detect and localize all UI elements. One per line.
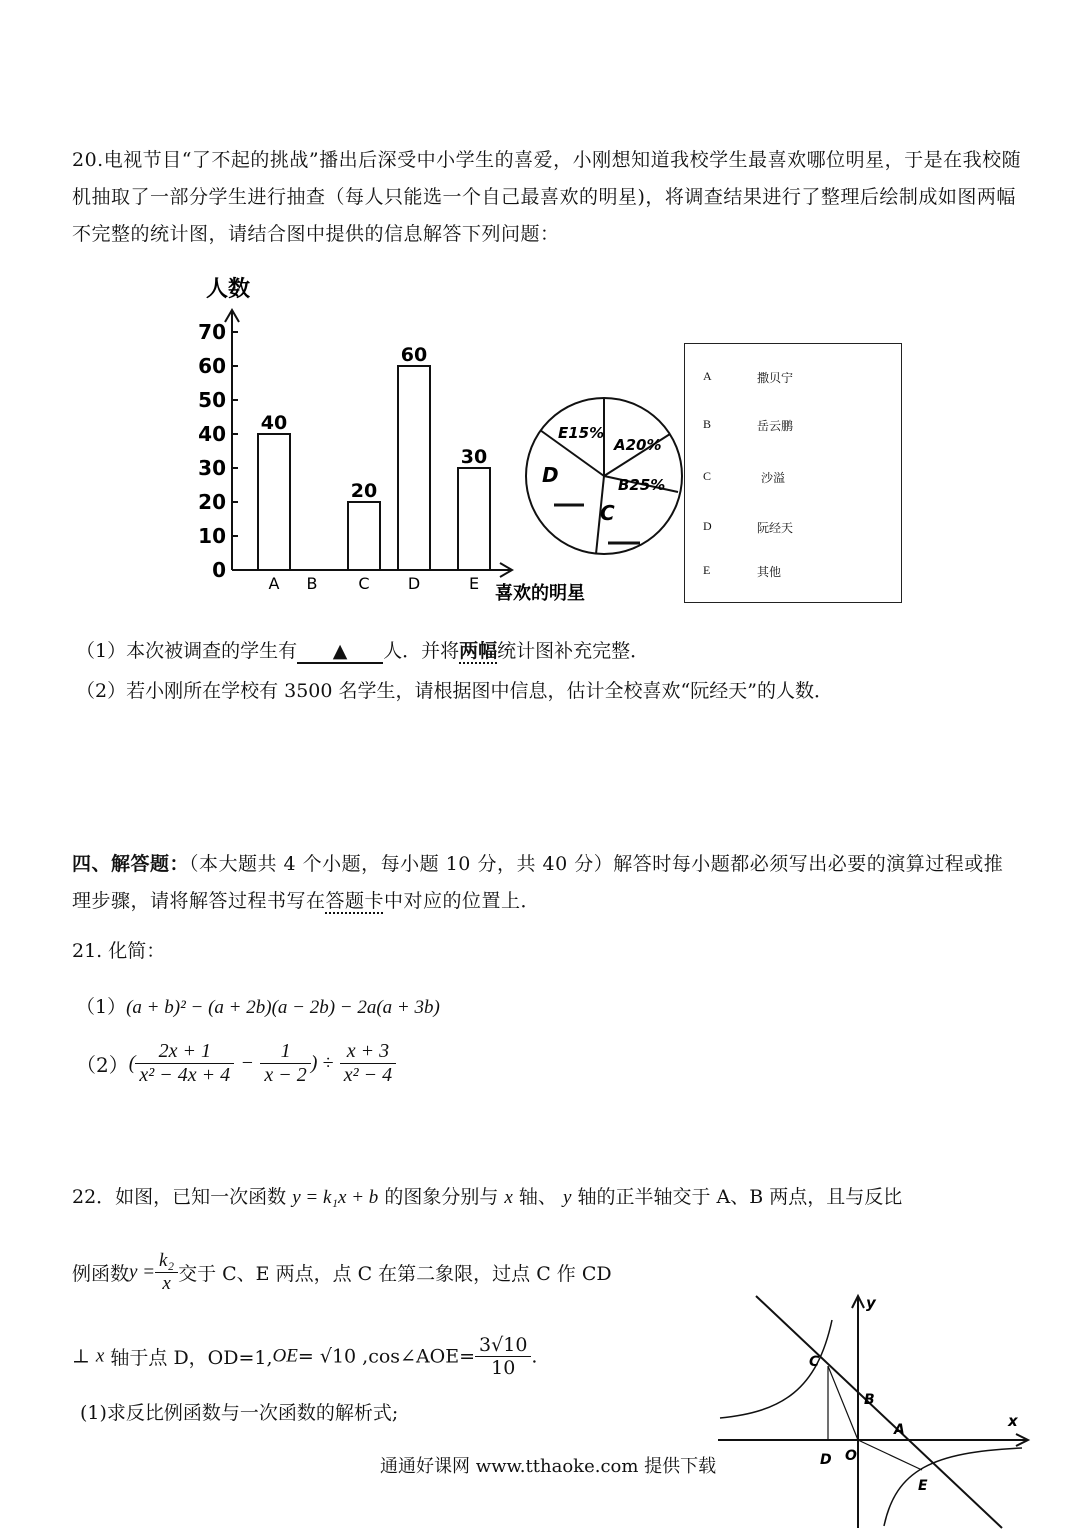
legend-name: 阮经天 <box>757 521 794 535</box>
fraction-numerator: 2x + 1 <box>135 1040 234 1064</box>
y-tick-label: 70 <box>198 320 226 344</box>
x-category-label: A <box>268 574 280 593</box>
y-tick-label: 60 <box>198 354 226 378</box>
function-graph <box>712 1290 1032 1530</box>
q22-text: 轴、 <box>518 1186 557 1208</box>
graph-label-x: x <box>1008 1412 1018 1430</box>
q22-var: y <box>562 1187 572 1208</box>
pie-label-c: C <box>600 501 615 525</box>
q21-part1 <box>76 992 440 1019</box>
fraction-denominator: x <box>162 1273 171 1294</box>
q20-part1-a: （1）本次被调查的学生有 <box>76 640 298 662</box>
y-tick-label: 10 <box>198 524 226 548</box>
q22-text: 22．如图，已知一次函数 <box>72 1186 287 1208</box>
y-tick-label: 30 <box>198 456 226 480</box>
q22-text: 轴于点 D，OD=1, <box>110 1347 273 1369</box>
legend-box <box>684 343 902 603</box>
q20-text: 20.电视节目“了不起的挑战”播出后深受中小学生的喜爱，小刚想知道我校学生最喜欢哪位明星，于是在我校随机抽取了一部分学生进行抽查（每人只能选一个自己最喜欢的明星)，将调查结果进行了整理后绘制成如图两幅不完整的统计图，请结合图中提供的信息解答下列问题： <box>72 149 1022 245</box>
pie-label-d: D <box>542 463 559 487</box>
q20-part2: （2）若小刚所在学校有 3500 名学生，请根据图中信息，估计全校喜欢“阮经天”的人数． <box>76 680 833 702</box>
q22-text: 例函数 <box>72 1263 130 1285</box>
graph-label-c: C <box>809 1354 820 1370</box>
minus-sign: − <box>240 1052 255 1074</box>
hyperbola-branch-right <box>884 1448 1022 1526</box>
y-tick-label: 0 <box>212 558 226 582</box>
legend-name: 岳云鹏 <box>757 419 794 433</box>
bar-chart-ylabel: 人数 <box>206 277 251 302</box>
graph-label-b: B <box>864 1392 875 1408</box>
q22-text: = √10 ,cos∠AOE= <box>297 1345 476 1368</box>
bar-data-label: 30 <box>460 446 488 468</box>
q22-part1: (1)求反比例函数与一次函数的解析式; <box>80 1402 399 1424</box>
answer-blank: ▲ <box>297 640 383 664</box>
graph-label-y: y <box>866 1294 876 1312</box>
legend-letter: C <box>703 469 712 483</box>
q21-part2-open: ( <box>128 1052 136 1074</box>
legend-name: 撒贝宁 <box>757 371 794 385</box>
bar-c <box>348 502 380 570</box>
graph-label-o: O <box>845 1448 857 1464</box>
q22-text: ⊥ <box>72 1345 90 1368</box>
q22-line2 <box>72 1250 612 1295</box>
q21-part2 <box>76 1040 396 1087</box>
fraction <box>155 1250 178 1295</box>
q20-part1-emph: 两幅 <box>459 640 498 662</box>
fraction-numerator: 3√10 <box>475 1334 531 1357</box>
graph-label-d: D <box>820 1452 832 1468</box>
fraction-denominator: x² − 4 <box>343 1064 393 1086</box>
pie-label-a: A20% <box>614 436 662 454</box>
section4 <box>72 846 1022 920</box>
legend-letter: A <box>703 369 712 383</box>
section4-heading: 四、解答题： <box>72 853 190 875</box>
linear-function-line <box>756 1296 1002 1528</box>
q22-var: OE <box>272 1345 298 1367</box>
q20-part1-c: 统计图补充完整． <box>497 640 650 662</box>
bar-data-label: 20 <box>350 480 378 502</box>
q20-part1 <box>76 636 649 664</box>
q21-part1-expr: (a + b)² − (a + 2b)(a − 2b) − 2a(a + 3b) <box>126 997 440 1018</box>
bar-a <box>258 434 290 570</box>
fraction <box>260 1040 310 1087</box>
y-tick-label: 50 <box>198 388 226 412</box>
fraction-denominator: x² − 4x + 4 <box>139 1064 231 1086</box>
y-tick-label: 40 <box>198 422 226 446</box>
pie-label-e: E15% <box>558 424 605 442</box>
fraction-denominator: x − 2 <box>264 1064 307 1086</box>
legend-letter: E <box>703 563 711 577</box>
fraction <box>475 1334 531 1379</box>
fraction <box>135 1040 234 1087</box>
fraction-numerator: k₂ <box>155 1250 178 1273</box>
footer: 通通好课网 www.tthaoke.com 提供下载 <box>380 1456 717 1477</box>
x-category-label: C <box>358 574 370 593</box>
fraction-numerator: x + 3 <box>340 1040 396 1064</box>
q22-var: y = <box>129 1261 156 1283</box>
q22-var: x <box>95 1345 105 1367</box>
q22-text: 轴的正半轴交于 A、B 两点，且与反比 <box>577 1186 903 1208</box>
q22-line1 <box>72 1182 902 1209</box>
fraction-denominator: 10 <box>491 1357 516 1379</box>
bar-data-label: 40 <box>260 412 288 434</box>
q21-part2-close: ) ÷ <box>310 1052 334 1074</box>
legend-name: 其他 <box>757 565 782 579</box>
q21-part1-label: （1） <box>76 996 127 1018</box>
pie-label-b: B25% <box>618 476 666 494</box>
q22-line3 <box>72 1334 537 1379</box>
x-category-label: D <box>407 574 421 593</box>
y-tick-label: 20 <box>198 490 226 514</box>
section4-emph: 答题卡 <box>325 890 385 912</box>
q22-text: 的图象分别与 <box>384 1186 499 1208</box>
bar-e <box>458 468 490 570</box>
legend-letter: B <box>703 417 712 431</box>
fraction-numerator: 1 <box>260 1040 310 1064</box>
q22-var: x <box>504 1187 513 1208</box>
bar-d <box>398 366 430 570</box>
graph-label-e: E <box>918 1478 928 1494</box>
section4-text-end: 中对应的位置上． <box>384 890 541 912</box>
q22-linear-function: y = k₁x + b <box>292 1187 379 1208</box>
bar-chart-xlabel: 喜欢的明星 <box>495 583 585 604</box>
legend-letter: D <box>703 519 712 533</box>
pie-chart <box>520 390 690 570</box>
bar-data-label: 60 <box>400 344 428 366</box>
fraction <box>340 1040 396 1087</box>
q20-part1-b: 人．并将 <box>383 640 460 662</box>
q22-text: 交于 C、E 两点，点 C 在第二象限，过点 C 作 CD <box>178 1263 612 1285</box>
q22-text: . <box>531 1345 538 1368</box>
x-category-label: B <box>306 574 318 593</box>
legend-name: 沙溢 <box>761 471 786 485</box>
x-category-label: E <box>468 574 480 593</box>
q21-part2-label: （2） <box>76 1053 129 1077</box>
graph-label-a: A <box>894 1422 905 1438</box>
q21-title: 21. 化简： <box>72 940 166 962</box>
section4-text: （本大题共 4 个小题，每小题 10 分，共 40 分）解答时每小题都必须写出必要的演算过程或推理步骤，请将解答过程书写在 <box>72 853 1004 912</box>
